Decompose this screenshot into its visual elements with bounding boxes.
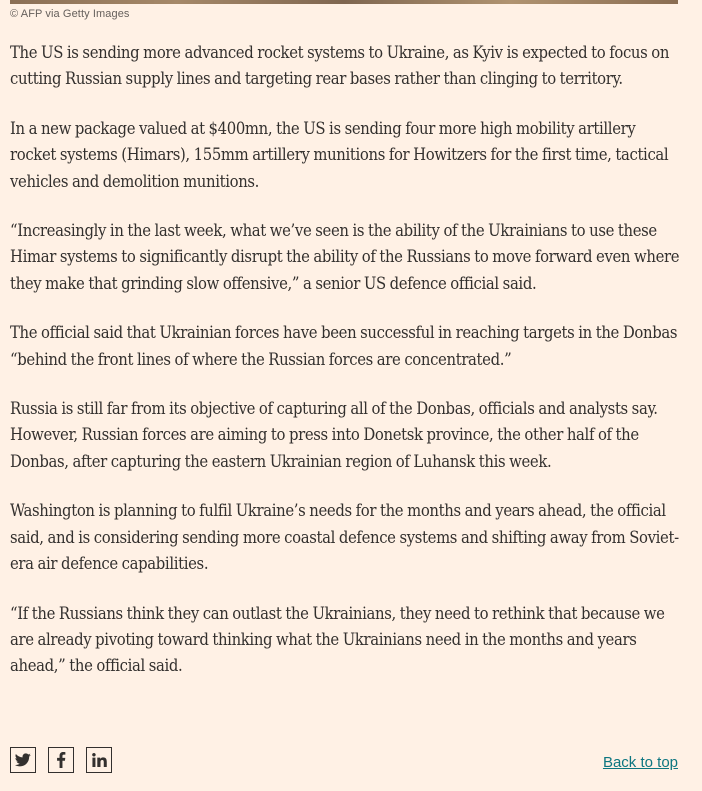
article-paragraph: The official said that Ukrainian forces have been successful in reaching targets in the Donbas “behind the front lines of where the Russian forces are concentrated.” (10, 323, 678, 369)
linkedin-icon (92, 753, 107, 767)
article-paragraph: Washington is planning to fulfil Ukraine’s needs for the months and years ahead, the official said, and is considering sending more coastal defence systems and shifting away from Soviet-era air defence capabilities. (10, 501, 679, 574)
article-body (10, 40, 685, 703)
article-paragraph: “If the Russians think they can outlast the Ukrainians, they need to rethink that because we are already pivoting toward thinking what the Ukrainians need in the months and years ahead,” the official said. (10, 603, 665, 676)
facebook-icon (56, 752, 66, 768)
article-paragraph: The US is sending more advanced rocket systems to Ukraine, as Kyiv is expected to focus on cutting Russian supply lines and targeting rear bases rather than clinging to territory. (10, 43, 670, 89)
image-credit: © AFP via Getty Images (10, 8, 130, 20)
share-facebook-button[interactable] (48, 747, 74, 773)
article-image-bottom-edge (10, 0, 678, 4)
twitter-icon (15, 753, 31, 767)
share-bar (10, 747, 112, 773)
article-paragraph: “Increasingly in the last week, what we’ve seen is the ability of the Ukrainians to use these Himar systems to significantly disrupt the ability of the Russians to move forward even where they make that grinding slow offensive,” a senior US defence official said. (10, 221, 680, 293)
share-twitter-button[interactable] (10, 747, 36, 773)
back-to-top-link[interactable]: Back to top (602, 754, 678, 771)
share-linkedin-button[interactable] (86, 747, 112, 773)
article-paragraph: In a new package valued at $400mn, the US is sending four more high mobility artillery rocket systems (Himars), 155mm artillery munitions for Howitzers for the first time, tactical vehicles and demolition munitions. (10, 118, 669, 191)
article-paragraph: Russia is still far from its objective of capturing all of the Donbas, officials and analysts say. However, Russian forces are aiming to press into Donetsk province, the other half of the Donbas, after capturing the eastern Ukrainian region of Luhansk this week. (10, 399, 658, 471)
